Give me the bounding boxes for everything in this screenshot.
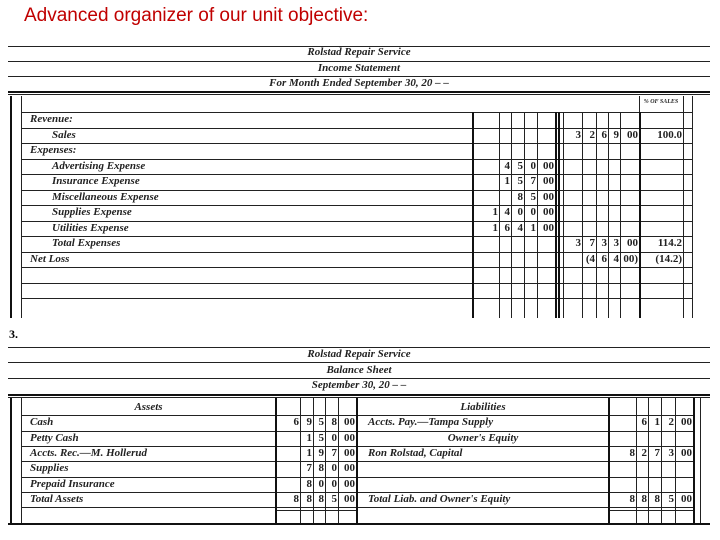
column-line <box>524 112 525 318</box>
is-row-label: Supplies Expense <box>52 206 132 218</box>
bs-right-label: Accts. Pay.—Tampa Supply <box>368 416 494 428</box>
amount-digit: 8 <box>629 493 635 505</box>
amount-digit: 1 <box>492 206 498 218</box>
is-row-label: Advertising Expense <box>52 160 146 172</box>
amount-digit: (4 <box>585 253 595 265</box>
column-line <box>596 112 597 318</box>
is-row-label: Net Loss <box>30 253 70 265</box>
slide-heading: Advanced organizer of our unit objective: <box>24 5 369 26</box>
amount-digit: 8 <box>306 493 312 505</box>
amount-digit: 8 <box>517 191 523 203</box>
is-company: Rolstad Repair Service <box>307 46 411 58</box>
is-row-label: Total Expenses <box>52 237 121 249</box>
column-line <box>499 112 500 318</box>
amount-digit: 4 <box>504 206 510 218</box>
amount-digit: 1 <box>654 416 660 428</box>
column-line <box>511 112 512 318</box>
amount-digit: 0 <box>530 160 536 172</box>
amount-digit: 7 <box>530 175 536 187</box>
amount-digit: 7 <box>331 447 337 459</box>
rule-line <box>8 94 710 95</box>
column-line <box>325 398 326 523</box>
amount-digit: 8 <box>331 416 337 428</box>
column-line <box>683 96 684 318</box>
amount-digit: 3 <box>601 237 607 249</box>
amount-digit: 4 <box>517 222 523 234</box>
rule-line <box>22 112 692 113</box>
is-title: Income Statement <box>317 62 401 74</box>
is-row-label: Sales <box>52 129 76 141</box>
rule-line <box>8 394 710 396</box>
bs-date: September 30, 20 – – <box>311 379 407 391</box>
column-line <box>537 112 538 318</box>
rule-line <box>608 510 693 511</box>
bs-left-label: Petty Cash <box>30 432 79 444</box>
amount-digit: 00 <box>543 222 554 234</box>
amount-digit: 0 <box>331 432 337 444</box>
column-line <box>639 112 641 318</box>
amount-digit: 8 <box>293 493 299 505</box>
column-line <box>356 398 358 523</box>
amount-digit: 6 <box>641 416 647 428</box>
column-line <box>555 112 557 318</box>
amount-digit: 1 <box>504 175 510 187</box>
bs-right-label: Ron Rolstad, Capital <box>368 447 463 459</box>
amount-digit: 0 <box>530 206 536 218</box>
bs-left-label: Assets <box>134 401 163 413</box>
column-line <box>608 398 610 523</box>
amount-digit: 00 <box>344 447 355 459</box>
bs-title: Balance Sheet <box>326 364 392 376</box>
column-line <box>558 112 560 318</box>
column-line <box>472 112 474 318</box>
amount-digit: 00 <box>681 447 692 459</box>
column-line <box>700 398 701 523</box>
section-number: 3. <box>9 327 18 341</box>
amount-digit: 6 <box>601 253 607 265</box>
amount-digit: 8 <box>641 493 647 505</box>
amount-digit: 5 <box>331 493 337 505</box>
bs-right-label: Owner's Equity <box>447 432 519 444</box>
column-line <box>275 398 277 523</box>
amount-digit: 1 <box>492 222 498 234</box>
is-row-label: Miscellaneous Expense <box>52 191 159 203</box>
rule-line <box>608 431 693 432</box>
is-period: For Month Ended September 30, 20 – – <box>269 77 449 89</box>
amount-digit: 00 <box>344 493 355 505</box>
rule-line <box>8 76 710 77</box>
bs-left-label: Total Assets <box>30 493 84 505</box>
rule-line <box>358 461 608 462</box>
amount-digit: 8 <box>306 478 312 490</box>
rule-line <box>8 46 710 47</box>
rule-line <box>608 477 693 478</box>
column-line <box>620 112 621 318</box>
amount-digit: 9 <box>306 416 312 428</box>
amount-digit: 0 <box>517 206 523 218</box>
amount-digit: 0 <box>331 478 337 490</box>
amount-digit: 6 <box>504 222 510 234</box>
bs-right-label: Total Liab. and Owner's Equity <box>368 493 511 505</box>
column-line <box>582 112 583 318</box>
bs-right-label: Liabilities <box>460 401 506 413</box>
rule-line <box>608 461 693 462</box>
bs-left-label: Prepaid Insurance <box>30 478 115 490</box>
amount-digit: 1 <box>306 447 312 459</box>
rule-line <box>22 267 692 268</box>
rule-line <box>8 91 710 93</box>
amount-digit: 8 <box>629 447 635 459</box>
column-line <box>648 398 649 523</box>
rule-line <box>8 347 710 348</box>
amount-digit: 00 <box>543 175 554 187</box>
rule-line <box>608 507 693 508</box>
rule-line <box>8 523 710 525</box>
amount-digit: 00 <box>681 493 692 505</box>
rule-line <box>22 283 692 284</box>
column-line <box>675 398 676 523</box>
amount-digit: 3 <box>613 237 619 249</box>
amount-digit: 00 <box>681 416 692 428</box>
rule-line <box>8 61 710 62</box>
amount-digit: 9 <box>613 129 619 141</box>
amount-digit: 2 <box>589 129 595 141</box>
is-row-label: Utilities Expense <box>52 222 129 234</box>
rule-line <box>275 507 356 508</box>
amount-digit: 6 <box>601 129 607 141</box>
column-line <box>563 112 564 318</box>
amount-digit: 5 <box>318 416 324 428</box>
pct-of-sales-header: % OF SALES <box>643 99 679 105</box>
rule-line <box>22 298 692 299</box>
column-line <box>693 398 695 523</box>
column-line <box>692 96 693 318</box>
pct-of-sales: 100.0 <box>657 129 682 141</box>
column-line <box>300 398 301 523</box>
rule-line <box>22 415 275 416</box>
is-row-label: Expenses: <box>30 144 77 156</box>
pct-of-sales: (14.2) <box>655 253 682 265</box>
rule-line <box>22 507 275 508</box>
amount-digit: 00 <box>344 416 355 428</box>
rule-line <box>8 378 710 379</box>
rule-line <box>8 397 710 398</box>
amount-digit: 8 <box>318 493 324 505</box>
amount-digit: 5 <box>668 493 674 505</box>
amount-digit: 8 <box>318 462 324 474</box>
amount-digit: 5 <box>530 191 536 203</box>
bs-left-label: Accts. Rec.—M. Hollerud <box>30 447 148 459</box>
amount-digit: 00 <box>543 206 554 218</box>
column-line <box>661 398 662 523</box>
is-row-label: Insurance Expense <box>52 175 140 187</box>
column-line <box>313 398 314 523</box>
amount-digit: 1 <box>530 222 536 234</box>
rule-line <box>358 507 608 508</box>
pct-of-sales: 114.2 <box>657 237 682 249</box>
amount-digit: 9 <box>318 447 324 459</box>
amount-digit: 00 <box>627 237 638 249</box>
amount-digit: 8 <box>654 493 660 505</box>
amount-digit: 3 <box>668 447 674 459</box>
amount-digit: 1 <box>306 432 312 444</box>
column-line <box>10 398 12 523</box>
column-line <box>10 96 12 318</box>
rule-line <box>22 143 692 144</box>
is-row-label: Revenue: <box>30 113 73 125</box>
bs-company: Rolstad Repair Service <box>307 348 411 360</box>
column-line <box>608 112 609 318</box>
amount-digit: 4 <box>613 253 619 265</box>
column-line <box>21 96 22 318</box>
column-line <box>636 398 637 523</box>
amount-digit: 00 <box>627 129 638 141</box>
amount-digit: 0 <box>331 462 337 474</box>
amount-digit: 6 <box>293 416 299 428</box>
amount-digit: 00) <box>623 253 638 265</box>
amount-digit: 3 <box>575 237 581 249</box>
rule-line <box>8 362 710 363</box>
rule-line <box>275 510 356 511</box>
bs-left-label: Supplies <box>30 462 69 474</box>
amount-digit: 5 <box>318 432 324 444</box>
amount-digit: 0 <box>318 478 324 490</box>
rule-line <box>358 477 608 478</box>
amount-digit: 00 <box>344 462 355 474</box>
amount-digit: 7 <box>589 237 595 249</box>
amount-digit: 7 <box>654 447 660 459</box>
amount-digit: 7 <box>306 462 312 474</box>
amount-digit: 00 <box>543 191 554 203</box>
amount-digit: 00 <box>344 432 355 444</box>
amount-digit: 2 <box>668 416 674 428</box>
amount-digit: 3 <box>575 129 581 141</box>
amount-digit: 5 <box>517 160 523 172</box>
amount-digit: 4 <box>504 160 510 172</box>
amount-digit: 2 <box>641 447 647 459</box>
amount-digit: 00 <box>344 478 355 490</box>
amount-digit: 00 <box>543 160 554 172</box>
amount-digit: 5 <box>517 175 523 187</box>
column-line <box>338 398 339 523</box>
bs-left-label: Cash <box>30 416 54 428</box>
